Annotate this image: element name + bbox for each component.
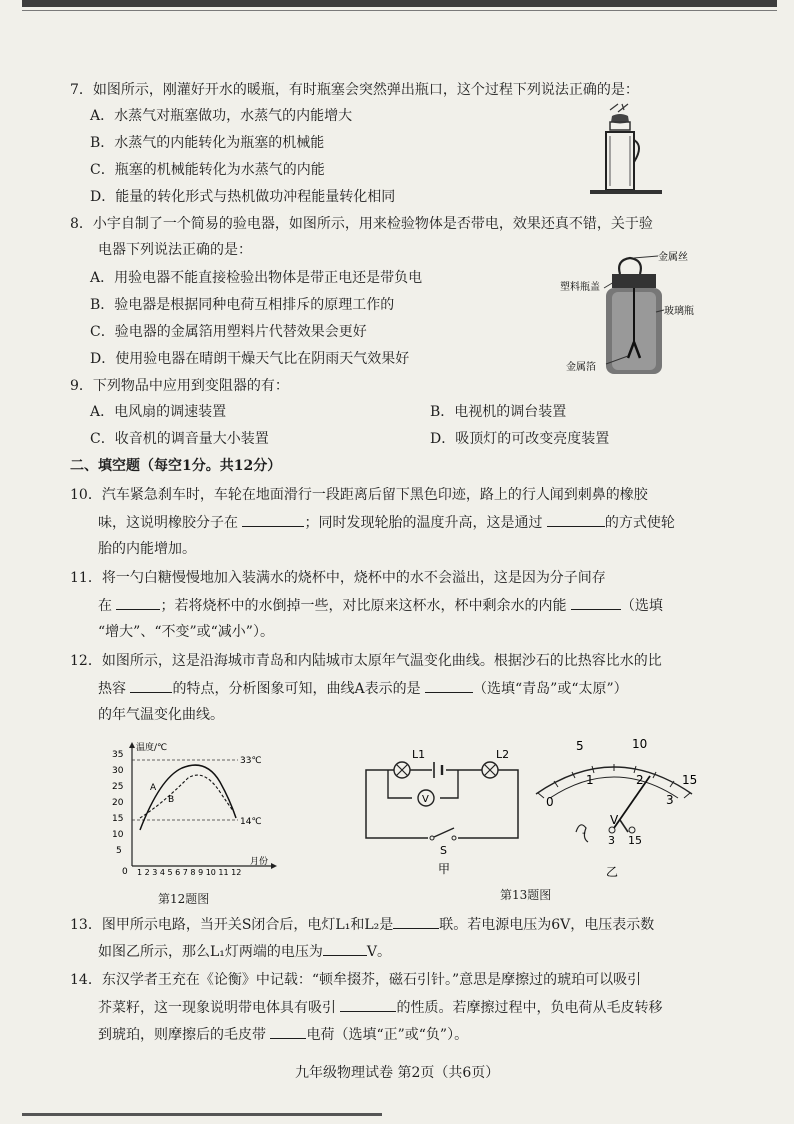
q10-line2: 味，这说明橡胶分子在 ；同时发现轮胎的温度升高，这是通过 的方式使轮 — [98, 512, 675, 533]
scale-outer-10: 10 — [632, 737, 648, 751]
q7-option-c: C．瓶塞的机械能转化为水蒸气的内能 — [90, 162, 325, 178]
q10-blank-2[interactable] — [547, 512, 605, 527]
q12-blank-2[interactable] — [425, 678, 473, 693]
graph-xlabel: 月份 — [250, 857, 269, 867]
top-border — [22, 0, 777, 7]
circuit-diagram — [358, 740, 528, 878]
fig12-caption: 第12题图 — [158, 892, 210, 906]
q8-option-b: B．验电器是根据同种电荷互相排斥的原理工作的 — [90, 297, 395, 313]
q13-blank-1[interactable] — [393, 914, 439, 929]
q11-blank-1[interactable] — [116, 595, 160, 610]
q9-option-b: B．电视机的调台装置 — [430, 404, 567, 420]
scale-outer-15: 15 — [682, 773, 698, 787]
ytick-0: 0 — [122, 867, 128, 877]
q9-option-a: A．电风扇的调速装置 — [90, 404, 227, 420]
q12-line2: 热容 的特点，分析图象可知，曲线A表示的是 （选填“青岛”或“太原”） — [98, 678, 628, 699]
q13-blank-2[interactable] — [323, 941, 367, 956]
q12-line1: 12．如图所示，这是沿海城市青岛和内陆城市太原年气温变化曲线。根据沙石的比热容比水的比 — [70, 653, 662, 669]
terminal-15: 15 — [628, 834, 642, 847]
q14-blank-1[interactable] — [340, 997, 396, 1012]
q7-option-b: B．水蒸气的内能转化为瓶塞的机械能 — [90, 135, 325, 151]
q14-line2: 芥菜籽，这一现象说明带电体具有吸引 的性质。若摩擦过程中，负电荷从毛皮转移 — [98, 997, 662, 1018]
terminal-minus: - — [582, 828, 586, 839]
scale-inner-0: 0 — [546, 795, 554, 809]
ytick-5: 5 — [116, 846, 122, 856]
section-2-heading: 二、填空题（每空1分。共12分） — [70, 458, 282, 474]
label-foil: 金属箔 — [566, 362, 596, 373]
xticks: 1 2 3 4 5 6 7 8 9 10 11 12 — [137, 868, 242, 877]
q11-line3: “增大”、“不变”或“减小”）。 — [98, 624, 274, 640]
q8-option-d: D．使用验电器在晴朗干燥天气比在阴雨天气效果好 — [90, 351, 410, 367]
q9-stem: 9．下列物品中应用到变阻器的有： — [70, 378, 289, 394]
bottom-border — [22, 1113, 382, 1116]
ytick-10: 10 — [112, 830, 124, 840]
q14-line3: 到琥珀，则摩擦后的毛皮带 电荷（选填“正”或“负”）。 — [98, 1024, 468, 1045]
ytick-15: 15 — [112, 814, 124, 824]
q13-line1: 13．图甲所示电路，当开关S闭合后，电灯L₁和L₂是 联。若电源电压为6V，电压表示数 — [70, 914, 654, 935]
ytick-20: 20 — [112, 798, 124, 808]
q8-option-a: A．用验电器不能直接检验出物体是带正电还是带负电 — [90, 270, 423, 286]
q12-line3: 的年气温变化曲线。 — [98, 707, 224, 723]
curve-b-label: B — [168, 795, 175, 805]
q8-stem-line2: 电器下列说法正确的是： — [98, 242, 252, 258]
min-temp-label: 14℃ — [240, 817, 262, 827]
fig13-caption: 第13题图 — [500, 888, 552, 902]
ytick-35: 35 — [112, 750, 124, 760]
scale-inner-2: 2 — [636, 773, 644, 787]
lamp-l1-label: L1 — [412, 748, 426, 761]
q8-stem-line1: 8．小宇自制了一个简易的验电器，如图所示，用来检验物体是否带电，效果还真不错，关于验 — [70, 216, 653, 232]
q10-line1: 10．汽车紧急刹车时，车轮在地面滑行一段距离后留下黑色印迹，路上的行人闻到刺鼻的橡胶 — [70, 487, 648, 503]
q11-line1: 11．将一勺白糖慢慢地加入装满水的烧杯中，烧杯中的水不会溢出，这是因为分子间存 — [70, 570, 606, 586]
scale-inner-3: 3 — [666, 793, 674, 807]
q8-option-c: C．验电器的金属箔用塑料片代替效果会更好 — [90, 324, 367, 340]
ytick-25: 25 — [112, 782, 124, 792]
terminal-3: 3 — [608, 834, 615, 847]
switch-label: S — [440, 844, 447, 857]
voltmeter-dial — [526, 732, 706, 882]
curve-a-label: A — [150, 783, 157, 793]
voltmeter-label: V — [422, 794, 429, 805]
label-wire: 金属丝 — [658, 252, 688, 263]
scale-inner-1: 1 — [586, 773, 594, 787]
ytick-30: 30 — [112, 766, 124, 776]
q14-blank-2[interactable] — [270, 1024, 306, 1039]
dial-yi-label: 乙 — [606, 865, 619, 879]
max-temp-label: 33℃ — [240, 756, 262, 766]
q7-option-d: D．能量的转化形式与热机做功冲程能量转化相同 — [90, 189, 396, 205]
circuit-jia-label: 甲 — [438, 862, 451, 876]
thermos-figure — [588, 102, 668, 198]
q9-option-c: C．收音机的调音量大小装置 — [90, 431, 269, 447]
label-bottle: 玻璃瓶 — [664, 306, 694, 317]
q7-stem: 7．如图所示，刚灌好开水的暖瓶，有时瓶塞会突然弹出瓶口，这个过程下列说法正确的是： — [70, 82, 639, 98]
q14-line1: 14．东汉学者王充在《论衡》中记载：“顿牟掇芥，磁石引针。”意思是摩擦过的琥珀可以吸引 — [70, 972, 642, 988]
q13-line2: 如图乙所示，那么L₁灯两端的电压为 V。 — [98, 941, 391, 962]
q10-blank-1[interactable] — [242, 512, 304, 527]
electroscope-figure — [560, 250, 710, 378]
page-footer: 九年级物理试卷 第2页（共6页） — [295, 1065, 500, 1081]
q11-line2: 在 ；若将烧杯中的水倒掉一些，对比原来这杯水，杯中剩余水的内能 （选填 — [98, 595, 663, 616]
lamp-l2-label: L2 — [496, 748, 510, 761]
q9-option-d: D．吸顶灯的可改变亮度装置 — [430, 431, 610, 447]
q7-option-a: A．水蒸气对瓶塞做功，水蒸气的内能增大 — [90, 108, 353, 124]
temperature-graph — [110, 738, 285, 878]
scale-outer-5: 5 — [576, 739, 584, 753]
q12-blank-1[interactable] — [130, 678, 172, 693]
q10-line3: 胎的内能增加。 — [98, 541, 196, 557]
dial-needle — [614, 776, 650, 828]
graph-ylabel: 温度/℃ — [136, 743, 168, 753]
label-cap: 塑料瓶盖 — [560, 282, 600, 293]
dial-v-label: V — [610, 813, 619, 827]
q11-blank-2[interactable] — [571, 595, 621, 610]
